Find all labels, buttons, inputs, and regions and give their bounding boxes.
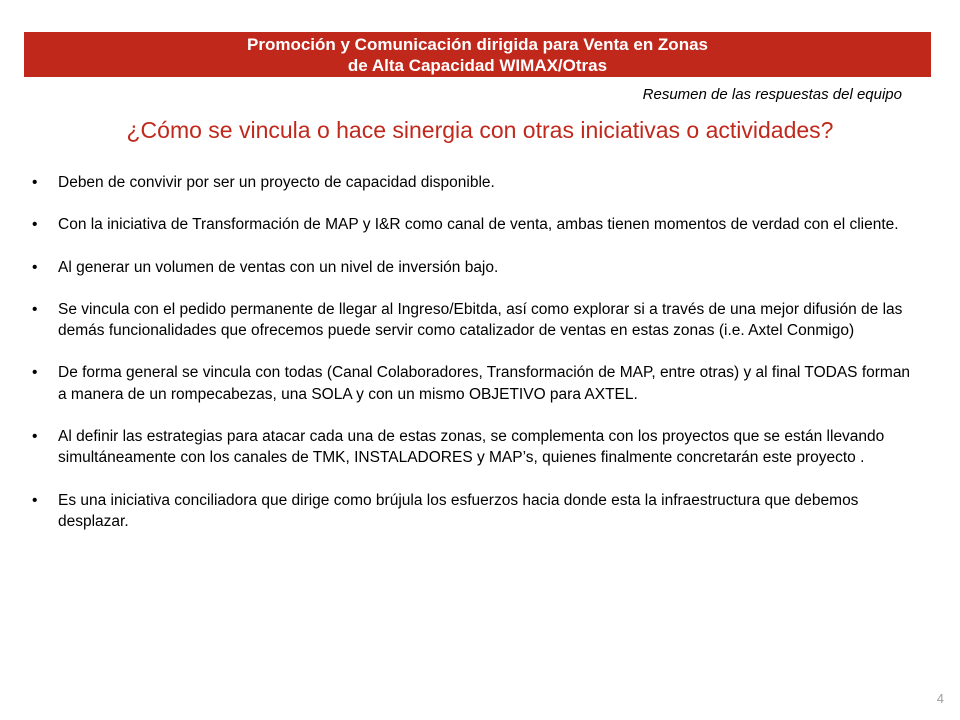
bullet-item bbox=[32, 426, 912, 469]
bullet-icon: • bbox=[32, 300, 38, 318]
bullet-icon: • bbox=[32, 216, 38, 234]
bullet-icon: • bbox=[32, 174, 38, 191]
bullet-text: Deben de convivir por ser un proyecto de capacidad disponible. bbox=[58, 174, 495, 191]
question-heading: ¿Cómo se vincula o hace sinergia con otras iniciativas o actividades? bbox=[126, 117, 834, 143]
title-line-2: de Alta Capacidad WIMAX/Otras bbox=[347, 55, 608, 75]
bullet-item bbox=[32, 299, 912, 342]
bullet-item bbox=[32, 362, 912, 405]
title-banner bbox=[24, 32, 931, 77]
bullet-item bbox=[32, 172, 912, 193]
subtitle: Resumen de las respuestas del equipo bbox=[642, 86, 902, 103]
bullet-icon: • bbox=[32, 258, 38, 276]
bullet-item bbox=[32, 257, 912, 278]
bullet-icon: • bbox=[32, 364, 38, 382]
bullet-text: De forma general se vincula con todas (Canal Colaboradores, Transformación de MAP, entre otras) y al final TODAS forman a manera de un rompecabezas, una SOLA y con un mismo OBJETIVO para AXTEL. bbox=[58, 364, 911, 403]
page-number: 4 bbox=[936, 691, 944, 706]
bullet-icon: • bbox=[32, 491, 38, 509]
bullet-text: Con la iniciativa de Transformación de MAP y I&R como canal de venta, ambas tienen momentos de verdad con el cliente. bbox=[58, 216, 899, 234]
bullet-item bbox=[32, 490, 912, 533]
bullet-icon: • bbox=[32, 428, 38, 446]
bullet-list bbox=[32, 172, 912, 553]
title-line-1: Promoción y Comunicación dirigida para Venta en Zonas bbox=[247, 34, 708, 54]
bullet-text: Es una iniciativa conciliadora que dirige como brújula los esfuerzos hacia donde esta la infraestructura que debemos desplazar. bbox=[58, 491, 859, 530]
bullet-text: Al generar un volumen de ventas con un nivel de inversión bajo. bbox=[58, 258, 499, 276]
bullet-text: Al definir las estrategias para atacar cada una de estas zonas, se complementa con los proyectos que se están llevando simultáneamente con los canales de TMK, INSTALADORES y MAP’s, quienes finalmente concretarán este proyecto . bbox=[58, 428, 885, 467]
bullet-item bbox=[32, 214, 912, 235]
bullet-text: Se vincula con el pedido permanente de llegar al Ingreso/Ebitda, así como explorar si a través de una mejor difusión de las demás funcionalidades que ofrecemos puede servir como catalizador de ventas en estas zonas (i.e. Axtel Conmigo) bbox=[58, 300, 903, 340]
